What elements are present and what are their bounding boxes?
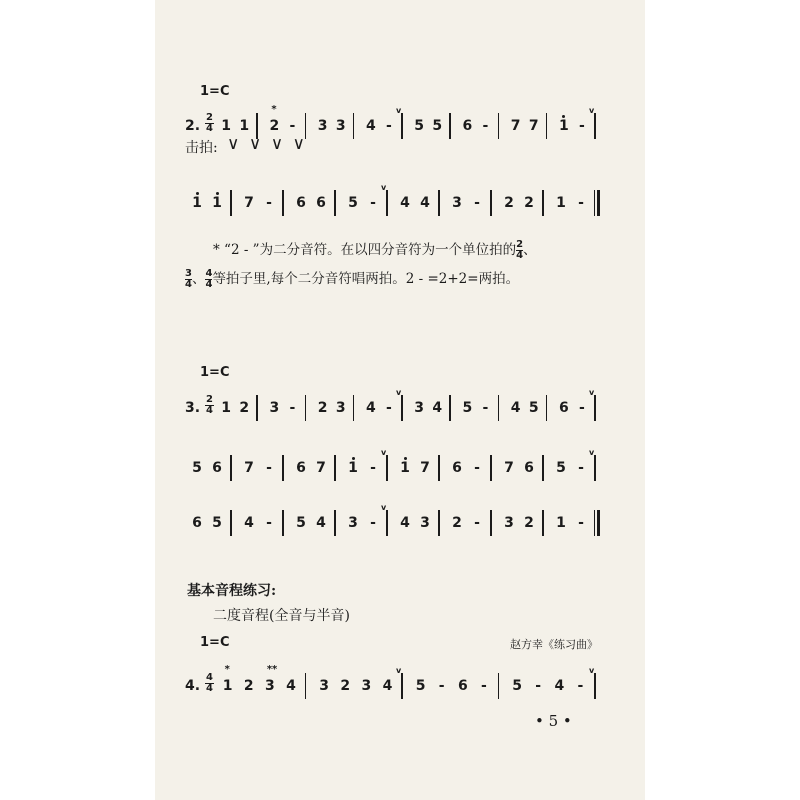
note: 4: [316, 515, 326, 531]
note: 3: [414, 400, 424, 416]
dash-note: -: [370, 460, 376, 476]
note: 6: [462, 118, 473, 134]
section-subheading: 二度音程(全音与半音): [213, 608, 350, 624]
note: 1: [222, 678, 233, 694]
high-octave-dot: [216, 192, 219, 195]
dash-note: -: [481, 678, 487, 694]
attribution: 赵方幸《练习曲》: [510, 638, 598, 651]
note: 3: [420, 515, 430, 531]
note: 2: [269, 118, 280, 134]
final-barline: [594, 190, 599, 216]
note: 5: [415, 678, 426, 694]
barline: [386, 510, 388, 536]
note: 1: [239, 118, 250, 134]
barline: [334, 510, 336, 536]
asterisk-mark: *: [271, 104, 277, 115]
note: 7: [504, 460, 514, 476]
note: 3: [319, 678, 329, 694]
barline: [490, 190, 492, 216]
barline: [498, 395, 500, 421]
barline: [594, 673, 596, 699]
high-octave-dot: [352, 457, 355, 460]
dash-note: -: [289, 118, 296, 134]
note: 2: [452, 515, 462, 531]
dash-note: -: [579, 118, 585, 134]
footnote-text-a: * “2 - ”为二分音符。在以四分音符为一个单位拍的: [213, 242, 517, 258]
breath-mark: v: [381, 183, 387, 192]
barline: [230, 455, 232, 481]
note: 4: [420, 195, 430, 211]
barline: [401, 673, 403, 699]
exercise-number: 4.: [185, 678, 201, 694]
barline: [546, 113, 548, 139]
footnote-text-b: 、: [523, 242, 537, 258]
dash-note: -: [474, 515, 480, 531]
note: 5: [432, 118, 443, 134]
barline: [594, 455, 596, 481]
exercise-number: 3.: [185, 400, 201, 416]
page-number: • 5 •: [535, 712, 572, 730]
section-heading: 基本音程练习:: [187, 583, 277, 599]
note: 4: [432, 400, 443, 416]
barline: [282, 455, 284, 481]
barline: [594, 113, 596, 139]
high-octave-dot: [404, 457, 407, 460]
dash-note: -: [578, 460, 584, 476]
barline: [594, 395, 596, 421]
exercise-3-line-1: [185, 388, 605, 421]
breath-mark: v: [396, 666, 402, 675]
barline: [282, 510, 284, 536]
dash-note: -: [579, 400, 585, 416]
dash-note: -: [438, 678, 445, 694]
barline: [353, 395, 355, 421]
key-signature: 1=C: [200, 365, 230, 380]
final-barline: [594, 510, 599, 536]
note: 1: [221, 400, 231, 416]
note: 7: [420, 460, 430, 476]
note: 6: [192, 515, 202, 531]
fraction-3-4: $\frac{3}{4}$: [185, 268, 192, 290]
dash-note: -: [535, 678, 542, 694]
breath-mark: v: [589, 666, 595, 675]
exercise-3-line-2: [185, 448, 605, 481]
dash-note: -: [289, 400, 296, 416]
barline: [438, 190, 440, 216]
barline: [498, 673, 500, 699]
note: 2: [239, 400, 250, 416]
footnote-sep: 、: [191, 271, 206, 287]
dash-note: -: [266, 515, 272, 531]
note: 6: [524, 460, 534, 476]
dash-note: -: [474, 460, 480, 476]
key-signature: 1=C: [200, 635, 230, 650]
note: 2: [243, 678, 254, 694]
barline: [438, 455, 440, 481]
barline: [498, 113, 500, 139]
barline: [386, 455, 388, 481]
dash-note: -: [266, 195, 272, 211]
note: 7: [244, 460, 254, 476]
dash-note: -: [578, 195, 584, 211]
exercise-number: 2.: [185, 118, 201, 134]
breath-mark: v: [381, 503, 387, 512]
note: 6: [457, 678, 468, 694]
fraction-2-4: $\frac{2}{4}$: [516, 239, 524, 261]
note: 4: [382, 678, 393, 694]
note: 5: [212, 515, 222, 531]
note: 3: [452, 195, 462, 211]
dash-note: -: [474, 195, 480, 211]
note: 2: [524, 515, 534, 531]
note: 4: [554, 678, 565, 694]
book-page: [155, 0, 645, 800]
note: 4: [400, 195, 410, 211]
dash-note: -: [386, 400, 392, 416]
barline: [230, 190, 232, 216]
barline: [282, 190, 284, 216]
note: 2: [524, 195, 534, 211]
breath-mark: v: [396, 106, 402, 115]
barline: [334, 190, 336, 216]
note: 3: [264, 678, 275, 694]
note: 6: [212, 460, 222, 476]
note: 4: [400, 515, 410, 531]
note: 4: [244, 515, 254, 531]
dash-note: -: [577, 678, 584, 694]
note: 2: [340, 678, 351, 694]
barline: [353, 113, 355, 139]
fraction-4-4: $\frac{4}{4}$: [205, 268, 213, 290]
note: 5: [296, 515, 306, 531]
note: 7: [316, 460, 326, 476]
note: 7: [528, 118, 539, 134]
exercise-4-line-1: [185, 664, 605, 699]
note: 5: [512, 678, 522, 694]
note: 5: [556, 460, 566, 476]
note: 4: [286, 678, 296, 694]
note: 3: [348, 515, 358, 531]
barline: [256, 395, 258, 421]
key-signature: 1=C: [200, 84, 230, 99]
note: 1: [221, 118, 231, 134]
note: 6: [296, 195, 306, 211]
dash-note: -: [482, 118, 489, 134]
barline: [401, 113, 403, 139]
note: 6: [558, 400, 569, 416]
barline: [449, 395, 451, 421]
note: 5: [462, 400, 473, 416]
breath-mark: v: [396, 388, 402, 397]
barline: [490, 510, 492, 536]
dash-note: -: [370, 195, 376, 211]
barline: [546, 395, 548, 421]
note: 6: [296, 460, 306, 476]
breath-mark: v: [589, 106, 595, 115]
note: 7: [244, 195, 254, 211]
note: 1: [348, 460, 358, 476]
barline: [490, 455, 492, 481]
barline: [386, 190, 388, 216]
note: 3: [335, 118, 346, 134]
barline: [401, 395, 403, 421]
barline: [305, 673, 307, 699]
note: 2: [317, 400, 328, 416]
note: 3: [317, 118, 328, 134]
note: 1: [556, 195, 566, 211]
exercise-2-line-2: [185, 183, 605, 216]
asterisk-mark: **: [266, 664, 278, 675]
exercise-3-line-3: [185, 503, 605, 536]
note: 3: [361, 678, 372, 694]
note: 1: [556, 515, 566, 531]
breath-mark: v: [589, 448, 595, 457]
barline: [334, 455, 336, 481]
barline: [449, 113, 451, 139]
dash-note: -: [482, 400, 489, 416]
note: 2: [504, 195, 514, 211]
dash-note: -: [370, 515, 376, 531]
time-signature: $\frac{4}{4}$: [206, 672, 213, 694]
note: 5: [348, 195, 358, 211]
barline: [542, 510, 544, 536]
note: 5: [528, 400, 539, 416]
time-signature: $\frac{2}{4}$: [206, 394, 213, 416]
note: 7: [510, 118, 521, 134]
beat-label: 击拍:: [185, 140, 218, 156]
beat-marks: ∨ ∨ ∨ ∨: [227, 134, 307, 154]
note: 4: [510, 400, 521, 416]
barline: [438, 510, 440, 536]
barline: [305, 395, 307, 421]
note: 6: [316, 195, 326, 211]
note: 1: [558, 118, 569, 134]
footnote-line-1: [213, 238, 537, 261]
breath-mark: v: [381, 448, 387, 457]
barline: [542, 190, 544, 216]
note: 6: [452, 460, 462, 476]
note: 5: [414, 118, 424, 134]
time-signature: $\frac{2}{4}$: [206, 112, 213, 134]
note: 1: [212, 195, 222, 211]
note: 5: [192, 460, 202, 476]
note: 1: [400, 460, 410, 476]
asterisk-mark: *: [224, 664, 230, 675]
breath-mark: v: [589, 388, 595, 397]
dash-note: -: [386, 118, 392, 134]
note: 3: [335, 400, 346, 416]
note: 4: [365, 118, 376, 134]
high-octave-dot: [196, 192, 199, 195]
note: 3: [504, 515, 514, 531]
note: 3: [269, 400, 280, 416]
barline: [230, 510, 232, 536]
dash-note: -: [266, 460, 272, 476]
note: 4: [365, 400, 376, 416]
barline: [542, 455, 544, 481]
footnote-text-c: 等拍子里,每个二分音符唱两拍。2 - =2+2=两拍。: [212, 271, 520, 287]
dash-note: -: [578, 515, 584, 531]
footnote-line-2: [185, 267, 519, 290]
note: 1: [192, 195, 202, 211]
